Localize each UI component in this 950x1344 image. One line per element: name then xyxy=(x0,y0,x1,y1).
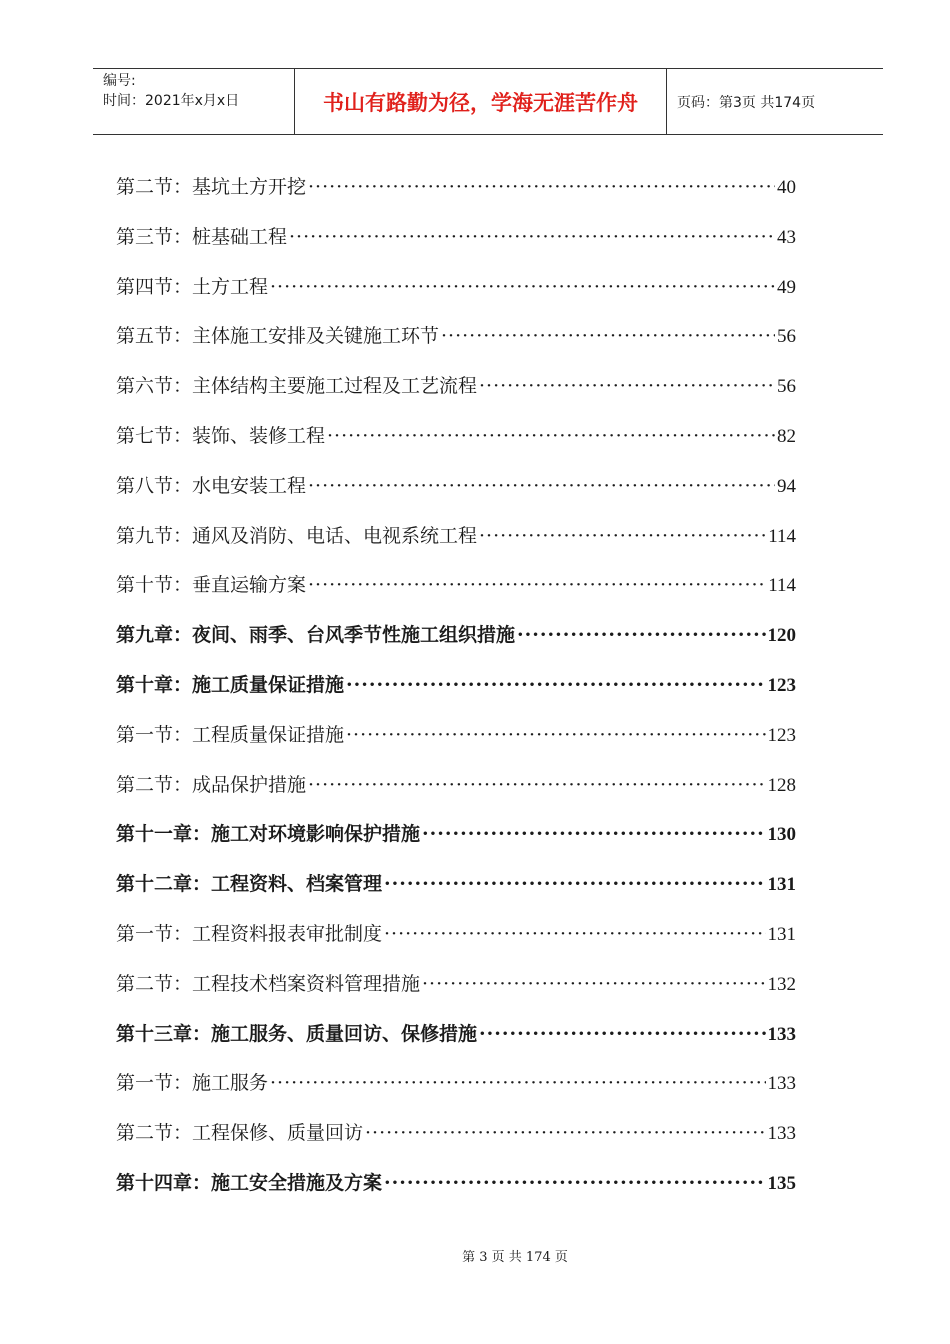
header-motto: 书山有路勤为径，学海无涯苦作舟 xyxy=(295,69,667,134)
toc-leader-dots xyxy=(384,1172,765,1194)
toc-leader-dots xyxy=(365,1122,765,1144)
toc-entry-page: 49 xyxy=(777,276,796,298)
toc-entry-title: 第十四章：施工安全措施及方案 xyxy=(116,1171,383,1194)
toc-leader-dots xyxy=(308,774,765,796)
toc-entry-title: 第六节：主体结构主要施工过程及工艺流程 xyxy=(116,375,478,398)
toc-entry[interactable] xyxy=(116,670,796,720)
toc-entry[interactable] xyxy=(116,620,796,670)
toc-entry-title: 第二节：工程保修、质量回访 xyxy=(116,1122,364,1145)
toc-entry-title: 第三节：桩基础工程 xyxy=(116,225,288,248)
toc-entry-page: 56 xyxy=(777,376,796,398)
toc-entry-title: 第九章：夜间、雨季、台风季节性施工组织措施 xyxy=(116,624,516,647)
toc-entry-title: 第十三章：施工服务、质量回访、保修措施 xyxy=(116,1022,478,1045)
toc-entry-title: 第十章：施工质量保证措施 xyxy=(116,673,345,696)
toc-leader-dots xyxy=(479,375,775,397)
toc-entry-page: 40 xyxy=(777,177,796,198)
toc-entry-title: 第七节：装饰、装修工程 xyxy=(116,424,326,447)
toc-entry[interactable] xyxy=(116,172,796,222)
toc-entry-title: 第十节：垂直运输方案 xyxy=(116,574,307,597)
toc-entry[interactable] xyxy=(116,919,796,969)
toc-entry[interactable] xyxy=(116,371,796,421)
toc-entry[interactable] xyxy=(116,720,796,770)
toc-entry-page: 130 xyxy=(767,824,796,846)
toc-entry-title: 第八节：水电安装工程 xyxy=(116,474,307,497)
toc-entry[interactable] xyxy=(116,471,796,521)
toc-entry[interactable] xyxy=(116,421,796,471)
toc-entry-title: 第二节：工程技术档案资料管理措施 xyxy=(116,972,421,995)
toc-leader-dots xyxy=(479,525,766,547)
time-label: 时间：2021年x月x日 xyxy=(103,93,240,109)
toc-leader-dots xyxy=(308,574,766,596)
toc-entry-page: 131 xyxy=(767,923,796,945)
toc-entry[interactable] xyxy=(116,770,796,820)
toc-entry-title: 第十一章：施工对环境影响保护措施 xyxy=(116,823,421,846)
toc-leader-dots xyxy=(422,973,765,995)
toc-leader-dots xyxy=(441,325,775,347)
toc-entry[interactable] xyxy=(116,321,796,371)
toc-entry[interactable] xyxy=(116,570,796,620)
toc-entry-title: 第十二章：工程资料、档案管理 xyxy=(116,873,383,896)
toc-leader-dots xyxy=(270,1072,765,1094)
toc-entry-page: 128 xyxy=(767,774,796,796)
toc-leader-dots xyxy=(308,176,775,198)
toc-entry-page: 56 xyxy=(777,326,796,348)
toc-entry-page: 43 xyxy=(777,226,796,248)
toc-entry-title: 第四节：土方工程 xyxy=(116,275,269,298)
toc-entry-page: 133 xyxy=(767,1073,796,1095)
toc-leader-dots xyxy=(270,276,775,298)
toc-leader-dots xyxy=(308,475,775,497)
toc-entry-title: 第一节：施工服务 xyxy=(116,1072,269,1095)
toc-entry[interactable] xyxy=(116,222,796,272)
toc-entry[interactable] xyxy=(116,1118,796,1168)
header-meta xyxy=(93,69,295,134)
toc-leader-dots xyxy=(346,674,765,696)
toc-leader-dots xyxy=(384,923,765,945)
toc-entry[interactable] xyxy=(116,869,796,919)
toc-leader-dots xyxy=(327,425,775,447)
toc-entry-page: 123 xyxy=(767,674,796,696)
header-page-label: 页码：第3页 共174页 xyxy=(677,94,816,111)
toc-entry-page: 133 xyxy=(767,1123,796,1145)
toc-entry-page: 82 xyxy=(777,425,796,447)
toc-entry-page: 114 xyxy=(768,525,796,547)
toc-leader-dots xyxy=(517,624,765,646)
toc-entry-title: 第五节：主体施工安排及关键施工环节 xyxy=(116,325,440,348)
toc-entry-page: 123 xyxy=(767,724,796,746)
toc-entry[interactable] xyxy=(116,1068,796,1118)
toc-leader-dots xyxy=(422,823,765,845)
page-footer: 第 3 页 共 174 页 xyxy=(462,1250,568,1265)
toc-entry[interactable] xyxy=(116,1168,796,1218)
toc-entry-title: 第二节：基坑土方开挖 xyxy=(116,176,307,198)
toc-entry-page: 133 xyxy=(767,1023,796,1045)
toc-entry-title: 第一节：工程资料报表审批制度 xyxy=(116,922,383,945)
toc-leader-dots xyxy=(479,1023,765,1045)
toc-entry[interactable] xyxy=(116,1019,796,1069)
toc-entry[interactable] xyxy=(116,819,796,869)
table-of-contents xyxy=(116,172,796,1218)
toc-entry[interactable] xyxy=(116,969,796,1019)
toc-entry-title: 第九节：通风及消防、电话、电视系统工程 xyxy=(116,524,478,547)
toc-entry-page: 131 xyxy=(767,874,796,896)
toc-entry[interactable] xyxy=(116,272,796,322)
toc-entry[interactable] xyxy=(116,521,796,571)
toc-entry-page: 132 xyxy=(767,973,796,995)
serial-label: 编号: xyxy=(103,73,136,89)
page-header xyxy=(93,68,883,135)
toc-entry-page: 114 xyxy=(768,575,796,597)
toc-entry-title: 第二节：成品保护措施 xyxy=(116,773,307,796)
toc-leader-dots xyxy=(346,724,765,746)
toc-entry-page: 94 xyxy=(777,475,796,497)
toc-entry-title: 第一节：工程质量保证措施 xyxy=(116,723,345,746)
toc-entry-page: 120 xyxy=(767,625,796,647)
toc-leader-dots xyxy=(384,873,765,895)
toc-leader-dots xyxy=(289,226,775,248)
toc-entry-page: 135 xyxy=(767,1172,796,1194)
